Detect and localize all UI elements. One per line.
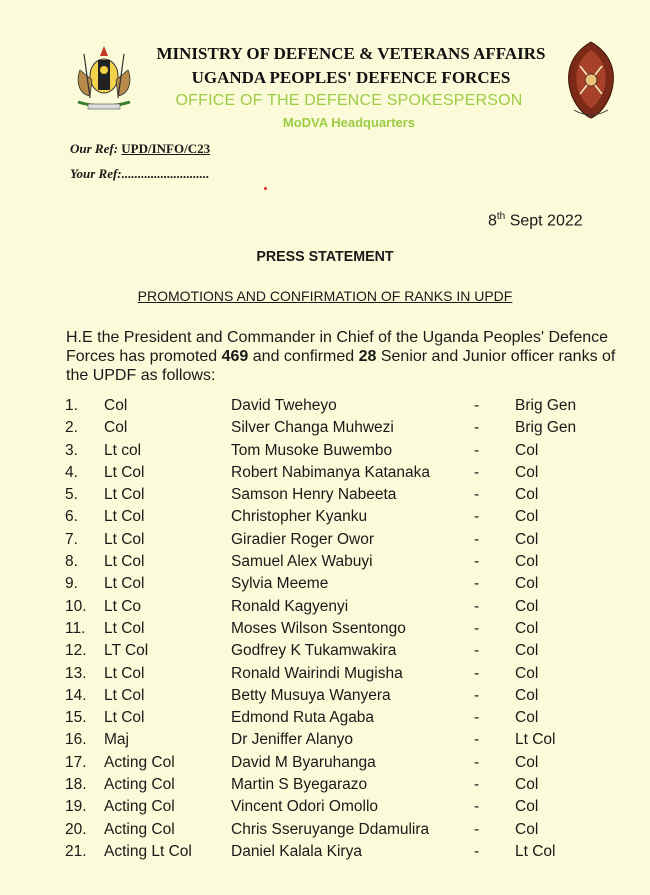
officer-number: 5.: [65, 486, 78, 504]
headquarters-heading: MoDVA Headquarters: [282, 115, 416, 130]
officer-name: Daniel Kalala Kirya: [231, 842, 362, 860]
officer-row: [0, 843, 650, 865]
officer-name: David Tweheyo: [231, 397, 337, 414]
officer-number: 7.: [65, 530, 78, 548]
rank-separator: -: [474, 441, 480, 459]
statement-date: [488, 211, 583, 230]
new-rank: Col: [515, 798, 539, 816]
rank-separator: -: [474, 597, 480, 615]
page-subtitle: PROMOTIONS AND CONFIRMATION OF RANKS IN UPDF: [137, 288, 513, 304]
our-ref-label: Our Ref:: [70, 141, 122, 156]
current-rank: Lt Col: [104, 686, 145, 704]
intro-text-1: H.E the President and Commander in Chief of the Uganda Peoples' Defence Forces has promoted: [66, 329, 609, 365]
new-rank: Col: [515, 776, 539, 794]
officer-name: Ronald Kagyenyi: [231, 597, 349, 615]
new-rank: Col: [515, 619, 539, 637]
rank-separator: -: [474, 530, 480, 548]
new-rank: Col: [515, 486, 539, 504]
officer-number: 15.: [65, 709, 87, 727]
officer-name: Martin S Byegarazo: [231, 776, 368, 794]
officer-row: [0, 620, 650, 642]
new-rank: Lt Col: [515, 842, 556, 860]
officer-name: Sylvia Meeme: [231, 575, 329, 593]
officer-row: [0, 821, 650, 843]
officer-name: Dr Jeniffer Alanyo: [231, 731, 354, 749]
new-rank: Col: [515, 642, 539, 660]
new-rank: Col: [515, 508, 539, 526]
officer-row: [0, 486, 650, 508]
officer-name: Robert Nabimanya Katanaka: [231, 463, 431, 481]
rank-separator: -: [474, 753, 480, 771]
officer-number: 17.: [65, 753, 87, 771]
officer-name: Betty Musuya Wanyera: [231, 686, 391, 704]
current-rank: Acting Col: [104, 820, 175, 838]
officer-name: Edmond Ruta Agaba: [231, 709, 375, 727]
new-rank: Col: [515, 686, 539, 704]
updf-heading: UGANDA PEOPLES' DEFENCE FORCES: [191, 68, 511, 87]
officer-row: [0, 575, 650, 597]
rank-separator: -: [474, 798, 480, 816]
officer-name: Samson Henry Nabeeta: [231, 486, 397, 504]
officer-name: David M Byaruhanga: [231, 753, 376, 771]
officer-row: [0, 464, 650, 486]
new-rank: Col: [515, 441, 539, 459]
new-rank: Col: [515, 575, 539, 593]
new-rank: Col: [515, 709, 539, 727]
officer-number: 11.: [65, 619, 86, 637]
officer-row: [0, 709, 650, 731]
current-rank: Lt Col: [104, 709, 145, 727]
new-rank: Brig Gen: [515, 397, 577, 414]
officer-row: [0, 553, 650, 575]
rank-separator: -: [474, 397, 480, 414]
officer-number: 20.: [65, 820, 87, 838]
rank-separator: -: [474, 619, 480, 637]
officer-row: [0, 776, 650, 798]
our-ref-value: UPD/INFO/C23: [121, 141, 211, 156]
officer-row: [0, 397, 650, 419]
office-heading: OFFICE OF THE DEFENCE SPOKESPERSON: [175, 92, 523, 109]
officer-number: 19.: [65, 798, 87, 816]
officer-name: Godfrey K Tukamwakira: [231, 642, 397, 660]
current-rank: Lt Col: [104, 619, 145, 637]
current-rank: Lt col: [104, 441, 142, 459]
officer-name: Moses Wilson Ssentongo: [231, 619, 406, 637]
rank-separator: -: [474, 463, 480, 481]
officer-row: [0, 598, 650, 620]
rank-separator: -: [474, 842, 480, 860]
current-rank: Lt Col: [104, 575, 145, 593]
rank-separator: -: [474, 664, 480, 682]
ink-dot: [264, 187, 267, 190]
officer-row: [0, 531, 650, 553]
officer-number: 18.: [65, 776, 87, 794]
new-rank: Col: [515, 753, 539, 771]
officer-number: 8.: [65, 553, 78, 571]
officer-number: 2.: [65, 419, 78, 437]
ministry-heading: MINISTRY OF DEFENCE & VETERANS AFFAIRS: [156, 44, 546, 63]
officer-name: Christopher Kyanku: [231, 508, 368, 526]
new-rank: Col: [515, 597, 539, 615]
current-rank: Lt Col: [104, 463, 145, 481]
our-ref: [70, 141, 210, 157]
officer-number: 13.: [65, 664, 87, 682]
rank-separator: -: [474, 553, 480, 571]
current-rank: Lt Col: [104, 553, 145, 571]
promoted-count: 469: [221, 348, 249, 365]
intro-paragraph: [66, 328, 626, 385]
new-rank: Col: [515, 664, 539, 682]
current-rank: Lt Col: [104, 664, 145, 682]
your-ref: [70, 166, 209, 182]
current-rank: LT Col: [104, 642, 149, 660]
intro-text-3: Senior and Junior officer ranks of the UPDF as follows:: [66, 348, 616, 384]
officer-name: Ronald Wairindi Mugisha: [231, 664, 403, 682]
officer-number: 4.: [65, 463, 78, 481]
officer-row: [0, 731, 650, 753]
officer-name: Giradier Roger Owor: [231, 530, 374, 548]
current-rank: Acting Col: [104, 753, 175, 771]
officer-number: 12.: [65, 642, 87, 660]
officer-number: 14.: [65, 686, 87, 704]
officer-name: Chris Sseruyange Ddamulira: [231, 820, 430, 838]
new-rank: Col: [515, 463, 539, 481]
current-rank: Lt Co: [104, 597, 142, 615]
current-rank: Acting Col: [104, 776, 175, 794]
current-rank: Acting Col: [104, 798, 175, 816]
page-title: PRESS STATEMENT: [256, 248, 394, 265]
current-rank: Acting Lt Col: [104, 842, 192, 860]
current-rank: Col: [104, 419, 128, 437]
intro-text-2: and confirmed: [248, 348, 359, 365]
officer-row: [0, 798, 650, 820]
new-rank: Lt Col: [515, 731, 556, 749]
current-rank: Lt Col: [104, 508, 145, 526]
your-ref-label: Your Ref:: [70, 166, 122, 181]
officer-number: 9.: [65, 575, 78, 593]
rank-separator: -: [474, 709, 480, 727]
officer-number: 21.: [65, 842, 87, 860]
officer-name: Silver Changa Muhwezi: [231, 419, 394, 437]
new-rank: Col: [515, 553, 539, 571]
current-rank: Lt Col: [104, 486, 145, 504]
date-suffix: th: [496, 211, 506, 222]
current-rank: Maj: [104, 731, 129, 749]
officer-row: [0, 419, 650, 441]
officer-name: Vincent Odori Omollo: [231, 798, 379, 816]
officer-row: [0, 642, 650, 664]
rank-separator: -: [474, 419, 480, 437]
confirmed-count: 28: [358, 348, 377, 365]
officer-number: 1.: [65, 397, 78, 414]
rank-separator: -: [474, 642, 480, 660]
rank-separator: -: [474, 776, 480, 794]
officer-row: [0, 687, 650, 709]
officer-name: Tom Musoke Buwembo: [231, 441, 393, 459]
rank-separator: -: [474, 508, 480, 526]
officer-row: [0, 665, 650, 687]
current-rank: Col: [104, 397, 128, 414]
date-rest: Sept 2022: [505, 212, 583, 230]
current-rank: Lt Col: [104, 530, 145, 548]
rank-separator: -: [474, 486, 480, 504]
rank-separator: -: [474, 820, 480, 838]
officer-name: Samuel Alex Wabuyi: [231, 553, 373, 571]
new-rank: Col: [515, 820, 539, 838]
rank-separator: -: [474, 731, 480, 749]
officer-number: 6.: [65, 508, 78, 526]
your-ref-value: ...........................: [121, 166, 210, 181]
officer-row: [0, 508, 650, 530]
date-day: 8: [488, 212, 497, 230]
officer-number: 3.: [65, 441, 78, 459]
officer-number: 10.: [65, 597, 87, 615]
officer-number: 16.: [65, 731, 87, 749]
rank-separator: -: [474, 575, 480, 593]
new-rank: Brig Gen: [515, 419, 577, 437]
officer-list: [0, 397, 650, 865]
officer-row: [0, 754, 650, 776]
new-rank: Col: [515, 530, 539, 548]
rank-separator: -: [474, 686, 480, 704]
officer-row: [0, 442, 650, 464]
